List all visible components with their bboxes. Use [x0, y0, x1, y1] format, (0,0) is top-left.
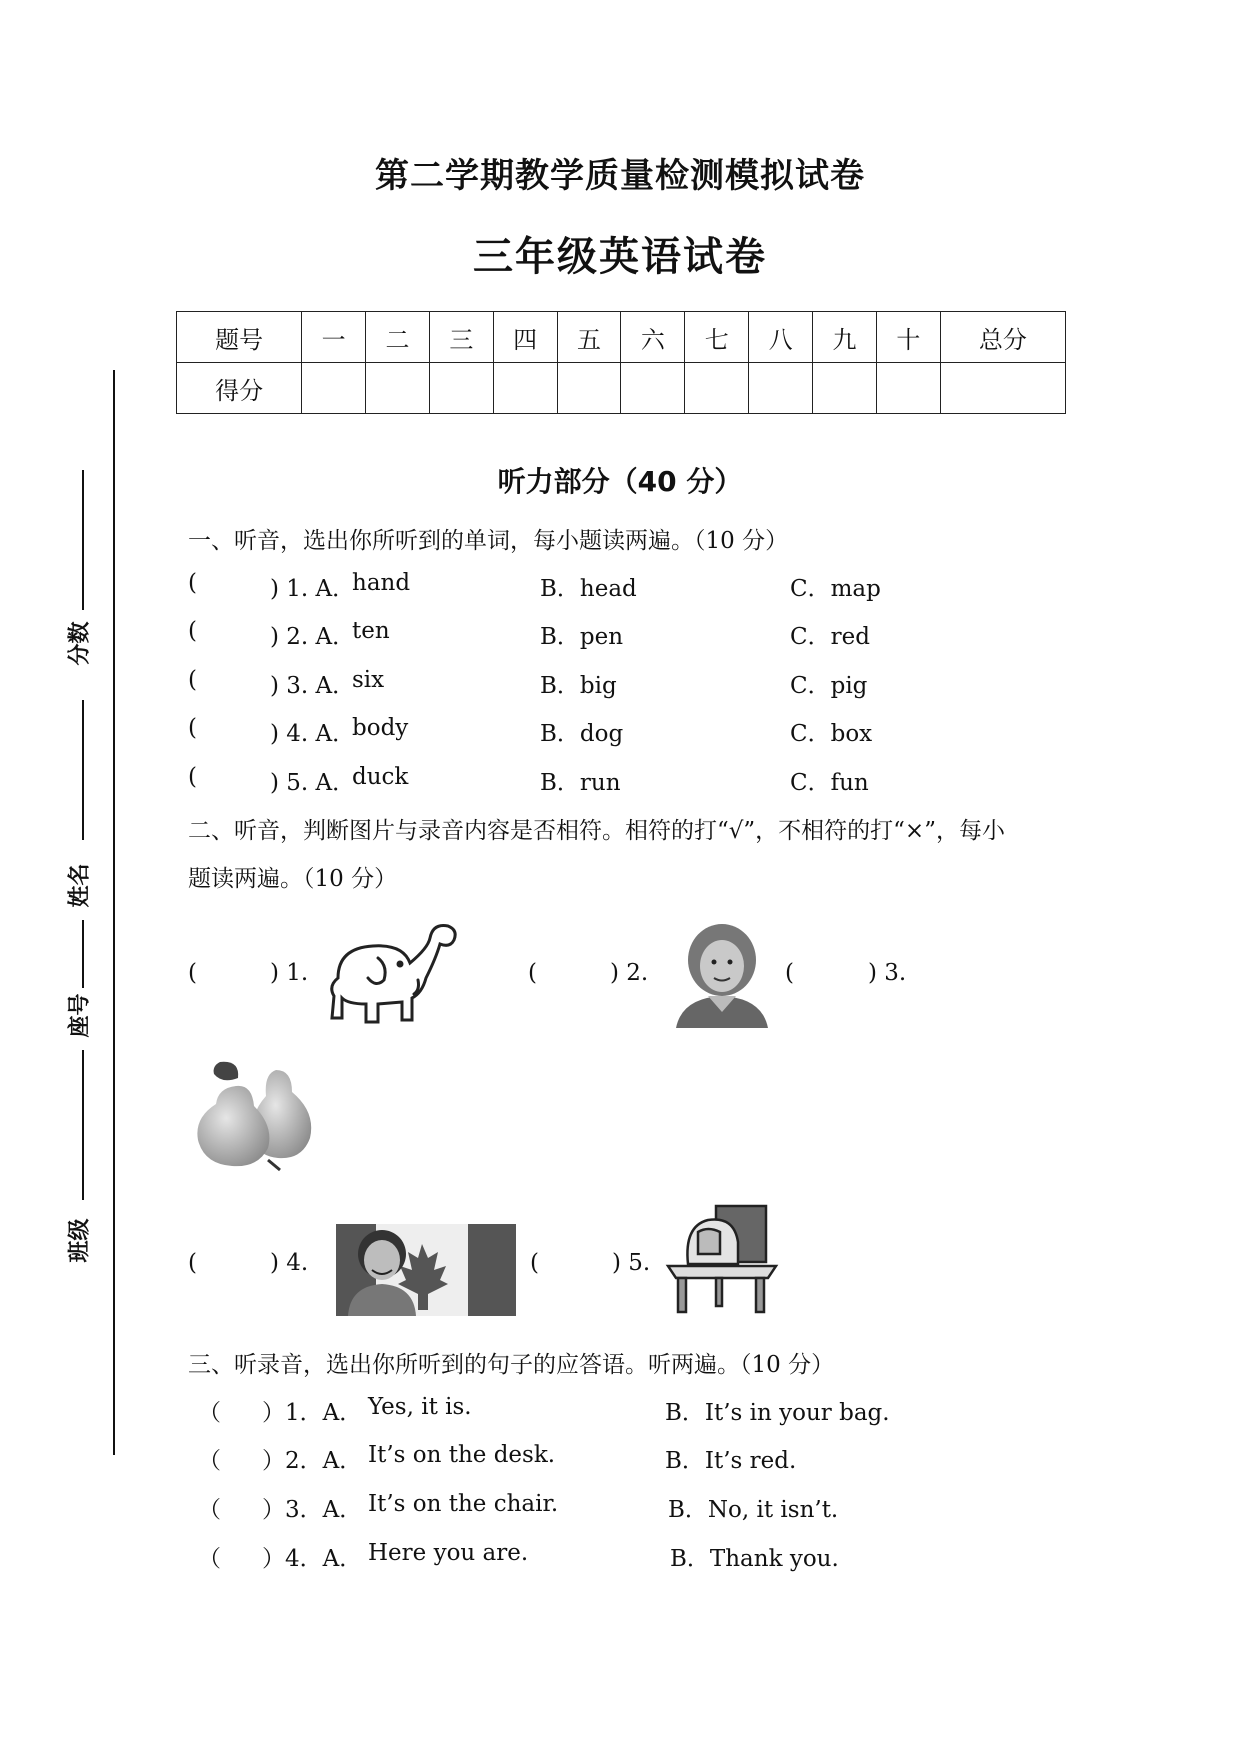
option-a: Yes, it is. — [368, 1394, 472, 1420]
part3-instruction: 三、听录音，选出你所听到的句子的应答语。听两遍。（10 分） — [188, 1352, 835, 1378]
number-text: ) 1. — [270, 960, 309, 986]
option-a: hand — [352, 570, 411, 596]
side-blank-line[interactable] — [82, 920, 84, 988]
answer-paren[interactable]: （ — [198, 1546, 221, 1572]
score-cell: 三 — [429, 312, 493, 363]
score-input-cell[interactable] — [940, 363, 1065, 414]
score-cell: 十 — [876, 312, 940, 363]
part3-item — [0, 1394, 1240, 1424]
side-label-text: 分数 — [67, 621, 93, 666]
option-b: B．big — [540, 673, 617, 699]
side-label-text: 姓名 — [67, 863, 93, 908]
number-text: ) 5. — [612, 1250, 651, 1276]
exam-title: 第二学期教学质量检测模拟试卷 — [375, 156, 865, 196]
side-label-text: 座号 — [67, 993, 93, 1038]
side-blank-line[interactable] — [82, 1050, 84, 1200]
option-b: B．It’s in your bag. — [665, 1400, 890, 1426]
score-table-score-row — [177, 363, 1066, 414]
number-text: ) 3. — [868, 960, 907, 986]
option-a: It’s on the chair. — [368, 1491, 559, 1517]
part1-item — [0, 764, 1240, 794]
answer-paren[interactable]: ( — [188, 618, 197, 644]
option-b: B．Thank you. — [670, 1546, 839, 1572]
exam-subtitle: 三年级英语试卷 — [473, 234, 767, 280]
number-text: ) 4. — [270, 1250, 309, 1276]
answer-paren[interactable]: ( — [188, 715, 197, 741]
item-number: ）3．A． — [262, 1497, 363, 1523]
paren-open: ( — [528, 960, 537, 986]
score-input-cell[interactable] — [302, 363, 366, 414]
option-a: six — [352, 667, 385, 693]
score-input-cell[interactable] — [685, 363, 749, 414]
item-number: ）1．A． — [262, 1400, 363, 1426]
item-number: ) 5. A． — [270, 770, 356, 796]
option-a: body — [352, 715, 409, 741]
score-cell: 九 — [813, 312, 877, 363]
option-c: C．box — [790, 721, 873, 747]
score-cell: 七 — [685, 312, 749, 363]
part3-item — [0, 1442, 1240, 1472]
score-input-cell[interactable] — [749, 363, 813, 414]
option-c: C．map — [790, 576, 881, 602]
part2-instruction: 二、听音，判断图片与录音内容是否相符。相符的打“√”，不相符的打“×”，每小 — [188, 818, 1005, 844]
item-number: ) 4. A． — [270, 721, 356, 747]
pears-picture — [192, 1060, 322, 1172]
part3-item — [0, 1540, 1240, 1570]
option-c: C．fun — [790, 770, 869, 796]
side-label-name — [48, 863, 108, 908]
option-b: B．dog — [540, 721, 624, 747]
score-cell: 总分 — [940, 312, 1065, 363]
item-number: ）2．A． — [262, 1448, 363, 1474]
part1-item — [0, 667, 1240, 697]
binding-line — [113, 370, 115, 1455]
score-row-label: 得分 — [177, 363, 302, 414]
score-cell: 六 — [621, 312, 685, 363]
part1-item — [0, 570, 1240, 600]
score-cell: 题号 — [177, 312, 302, 363]
score-cell: 二 — [366, 312, 430, 363]
answer-paren[interactable]: （ — [198, 1400, 221, 1426]
option-a: It’s on the desk. — [368, 1442, 556, 1468]
paren-open: ( — [530, 1250, 539, 1276]
elephant-picture — [318, 918, 468, 1038]
answer-paren[interactable]: （ — [198, 1497, 221, 1523]
option-b: B．run — [540, 770, 621, 796]
score-table-header-row — [177, 312, 1066, 363]
paren-open: ( — [188, 1250, 197, 1276]
option-b: B．pen — [540, 624, 624, 650]
side-label-class — [48, 1218, 108, 1263]
score-input-cell[interactable] — [493, 363, 557, 414]
score-input-cell[interactable] — [876, 363, 940, 414]
item-number: ）4．A． — [262, 1546, 363, 1572]
option-a: Here you are. — [368, 1540, 529, 1566]
option-a: ten — [352, 618, 390, 644]
score-input-cell[interactable] — [621, 363, 685, 414]
part2-instruction-cont: 题读两遍。（10 分） — [188, 866, 398, 892]
paren-open: ( — [785, 960, 794, 986]
part1-item — [0, 715, 1240, 745]
option-a: duck — [352, 764, 409, 790]
paren-open: ( — [188, 960, 197, 986]
item-number: ) 3. A． — [270, 673, 356, 699]
score-input-cell[interactable] — [366, 363, 430, 414]
listening-section-title: 听力部分（40 分） — [497, 465, 743, 498]
answer-paren[interactable]: ( — [188, 570, 197, 596]
number-text: ) 2. — [610, 960, 649, 986]
score-input-cell[interactable] — [557, 363, 621, 414]
part1-instruction: 一、听音，选出你所听到的单词，每小题读两遍。（10 分） — [188, 528, 789, 554]
boy-canada-flag-picture — [336, 1224, 516, 1316]
part1-item — [0, 618, 1240, 648]
item-number: ) 1. A． — [270, 576, 356, 602]
score-cell: 五 — [557, 312, 621, 363]
option-c: C．red — [790, 624, 870, 650]
item-number: ) 2. A． — [270, 624, 356, 650]
score-input-cell[interactable] — [429, 363, 493, 414]
score-cell: 四 — [493, 312, 557, 363]
answer-paren[interactable]: （ — [198, 1448, 221, 1474]
bag-on-chair-picture — [664, 1202, 784, 1314]
side-label-text: 班级 — [67, 1218, 93, 1263]
score-cell: 一 — [302, 312, 366, 363]
option-b: B．head — [540, 576, 637, 602]
option-b: B．It’s red. — [665, 1448, 797, 1474]
score-input-cell[interactable] — [813, 363, 877, 414]
option-c: C．pig — [790, 673, 868, 699]
score-cell: 八 — [749, 312, 813, 363]
side-label-seat — [48, 993, 108, 1038]
option-b: B．No, it isn’t. — [668, 1497, 839, 1523]
answer-paren[interactable]: ( — [188, 667, 197, 693]
score-table — [176, 311, 1066, 414]
answer-paren[interactable]: ( — [188, 764, 197, 790]
part3-item — [0, 1491, 1240, 1521]
woman-picture — [672, 920, 772, 1028]
